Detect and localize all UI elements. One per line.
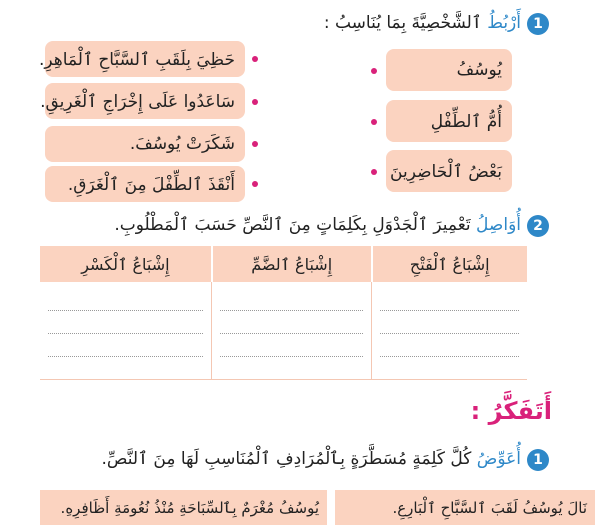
exercise-number: 1	[533, 16, 543, 32]
answer-line[interactable]	[48, 311, 203, 334]
sentence-text: يُوسُفُ مُغْرَمٌ بِٱلسِّبَاحَةِ مُنْذُ نُعُومَةِ أَظَافِرِهِ.	[60, 498, 319, 517]
action-item[interactable]	[39, 41, 245, 77]
match-dot[interactable]	[252, 141, 258, 147]
action-label: أَنْقَذَ ٱلطِّفْلَ مِنَ ٱلْغَرَقِ.	[67, 174, 235, 195]
instruction-text: كُلَّ كَلِمَةٍ مُسَطَّرَةٍ بِٱلْمُرَادِفِ ٱلْمُنَاسِبِ لَهَا مِنَ ٱلنَّصِّ.	[101, 449, 472, 469]
character-item[interactable]	[386, 150, 512, 192]
instruction-keyword: أُعَوِّضُ	[476, 449, 521, 469]
answer-line[interactable]	[48, 334, 203, 357]
answer-line[interactable]	[220, 357, 363, 379]
match-dot[interactable]	[252, 99, 258, 105]
exercise-2-instruction	[114, 214, 521, 235]
action-label: شَكَرَتْ يُوسُفَ.	[129, 134, 235, 154]
match-dot[interactable]	[371, 119, 377, 125]
word-table	[40, 246, 527, 380]
instruction-text: ٱلشَّخْصِيَّةَ بِمَا يُنَاسِبُ :	[323, 13, 482, 33]
section-title: أَتَفَكَّرُ :	[470, 397, 552, 425]
answer-cell[interactable]	[372, 282, 527, 380]
character-item[interactable]	[386, 49, 512, 91]
exercise-1-instruction	[324, 12, 521, 33]
answer-line[interactable]	[380, 334, 519, 357]
answer-line[interactable]	[380, 357, 519, 379]
match-dot[interactable]	[252, 56, 258, 62]
answer-line[interactable]	[48, 288, 203, 311]
answer-line[interactable]	[48, 357, 203, 379]
action-label: حَظِيَ بِلَقَبِ ٱلسَّبَّاحِ ٱلْمَاهِرِ.	[39, 49, 235, 70]
answer-line[interactable]	[380, 288, 519, 311]
instruction-keyword: أُوَاصِلُ	[476, 215, 521, 235]
sentence-box	[335, 490, 595, 525]
exercise-number: 2	[533, 218, 543, 234]
exercise-number-badge	[527, 449, 549, 471]
action-item[interactable]	[45, 126, 245, 162]
column-header: إِشْبَاعُ ٱلْكَسْرِ	[40, 246, 212, 282]
match-dot[interactable]	[252, 181, 258, 187]
exercise-number-badge	[527, 215, 549, 237]
match-dot[interactable]	[371, 68, 377, 74]
exercise-3-instruction	[101, 448, 521, 469]
exercise-number: 1	[533, 452, 543, 468]
exercise-number-badge	[527, 13, 549, 35]
sentence-box	[40, 490, 327, 525]
instruction-keyword: أَرْبُطُ	[487, 13, 521, 33]
character-label: يُوسُفُ	[456, 60, 502, 80]
sentence-text: نَالَ يُوسُفُ لَقَبَ ٱلسَّبَّاحِ ٱلْبَارِعِ.	[392, 498, 587, 517]
column-header: إِشْبَاعُ ٱلضَّمِّ	[212, 246, 372, 282]
action-item[interactable]	[45, 166, 245, 202]
answer-line[interactable]	[220, 288, 363, 311]
character-item[interactable]	[386, 100, 512, 142]
action-label: سَاعَدُوا عَلَى إِخْرَاجِ ٱلْغَرِيقِ.	[40, 91, 235, 112]
column-header: إِشْبَاعُ ٱلْفَتْحِ	[372, 246, 527, 282]
answer-cell[interactable]	[212, 282, 372, 380]
answer-line[interactable]	[220, 311, 363, 334]
action-item[interactable]	[40, 83, 245, 119]
character-label: بَعْضُ ٱلْحَاضِرِينَ	[390, 161, 502, 182]
answer-line[interactable]	[220, 334, 363, 357]
answer-line[interactable]	[380, 311, 519, 334]
instruction-text: تَعْمِيرَ ٱلْجَدْوَلِ بِكَلِمَاتٍ مِنَ ٱلنَّصِّ حَسَبَ ٱلْمَطْلُوبِ.	[114, 215, 471, 235]
answer-cell[interactable]	[40, 282, 212, 380]
match-dot[interactable]	[371, 169, 377, 175]
character-label: أُمُّ ٱلطِّفْلِ	[430, 111, 502, 132]
